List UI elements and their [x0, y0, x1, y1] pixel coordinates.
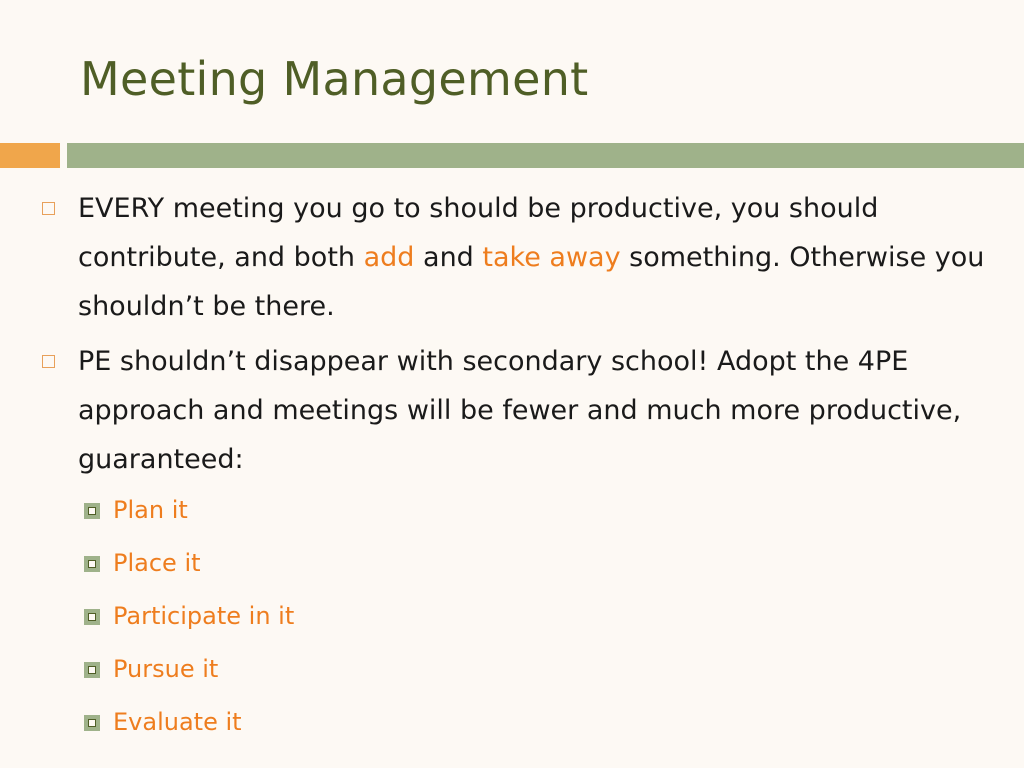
bullet-1-text-part1: EVERY meeting you go to should be productive, you should contribute, and both — [78, 193, 879, 273]
title-accent-bar-orange — [0, 143, 60, 168]
bullet-1-text-part2: and — [414, 242, 483, 273]
sub-bullet-item — [38, 696, 1008, 749]
hollow-square-bullet-icon — [42, 355, 55, 368]
slide-title: Meeting Management — [80, 52, 589, 106]
bullet-item-1 — [38, 184, 1008, 331]
framed-square-bullet-icon — [84, 715, 100, 731]
sub-bullet-item — [38, 484, 1008, 537]
bullet-item-2 — [38, 337, 1008, 484]
sub-bullet-text: Plan it — [113, 496, 188, 524]
sub-bullet-text: Pursue it — [113, 655, 219, 683]
sub-bullet-text: Evaluate it — [113, 708, 242, 736]
hollow-square-bullet-icon — [42, 202, 55, 215]
slide-content — [38, 184, 1008, 749]
bullet-2-text: PE shouldn’t disappear with secondary school! Adopt the 4PE approach and meetings will be fewer and much more productive, guaranteed: — [78, 346, 962, 475]
sub-bullet-text: Place it — [113, 549, 201, 577]
framed-square-bullet-icon — [84, 503, 100, 519]
framed-square-bullet-icon — [84, 662, 100, 678]
title-accent-bar-green — [67, 143, 1024, 168]
bullet-1-text-part3: something. Otherwise you shouldn’t be there. — [78, 242, 985, 322]
framed-square-bullet-icon — [84, 609, 100, 625]
sub-bullet-item — [38, 590, 1008, 643]
sub-bullet-text: Participate in it — [113, 602, 295, 630]
sub-bullet-item — [38, 537, 1008, 590]
sub-bullet-item — [38, 643, 1008, 696]
bullet-1-highlight-add: add — [363, 242, 415, 273]
sub-bullet-list — [38, 484, 1008, 749]
bullet-1-highlight-take-away: take away — [482, 242, 621, 273]
framed-square-bullet-icon — [84, 556, 100, 572]
